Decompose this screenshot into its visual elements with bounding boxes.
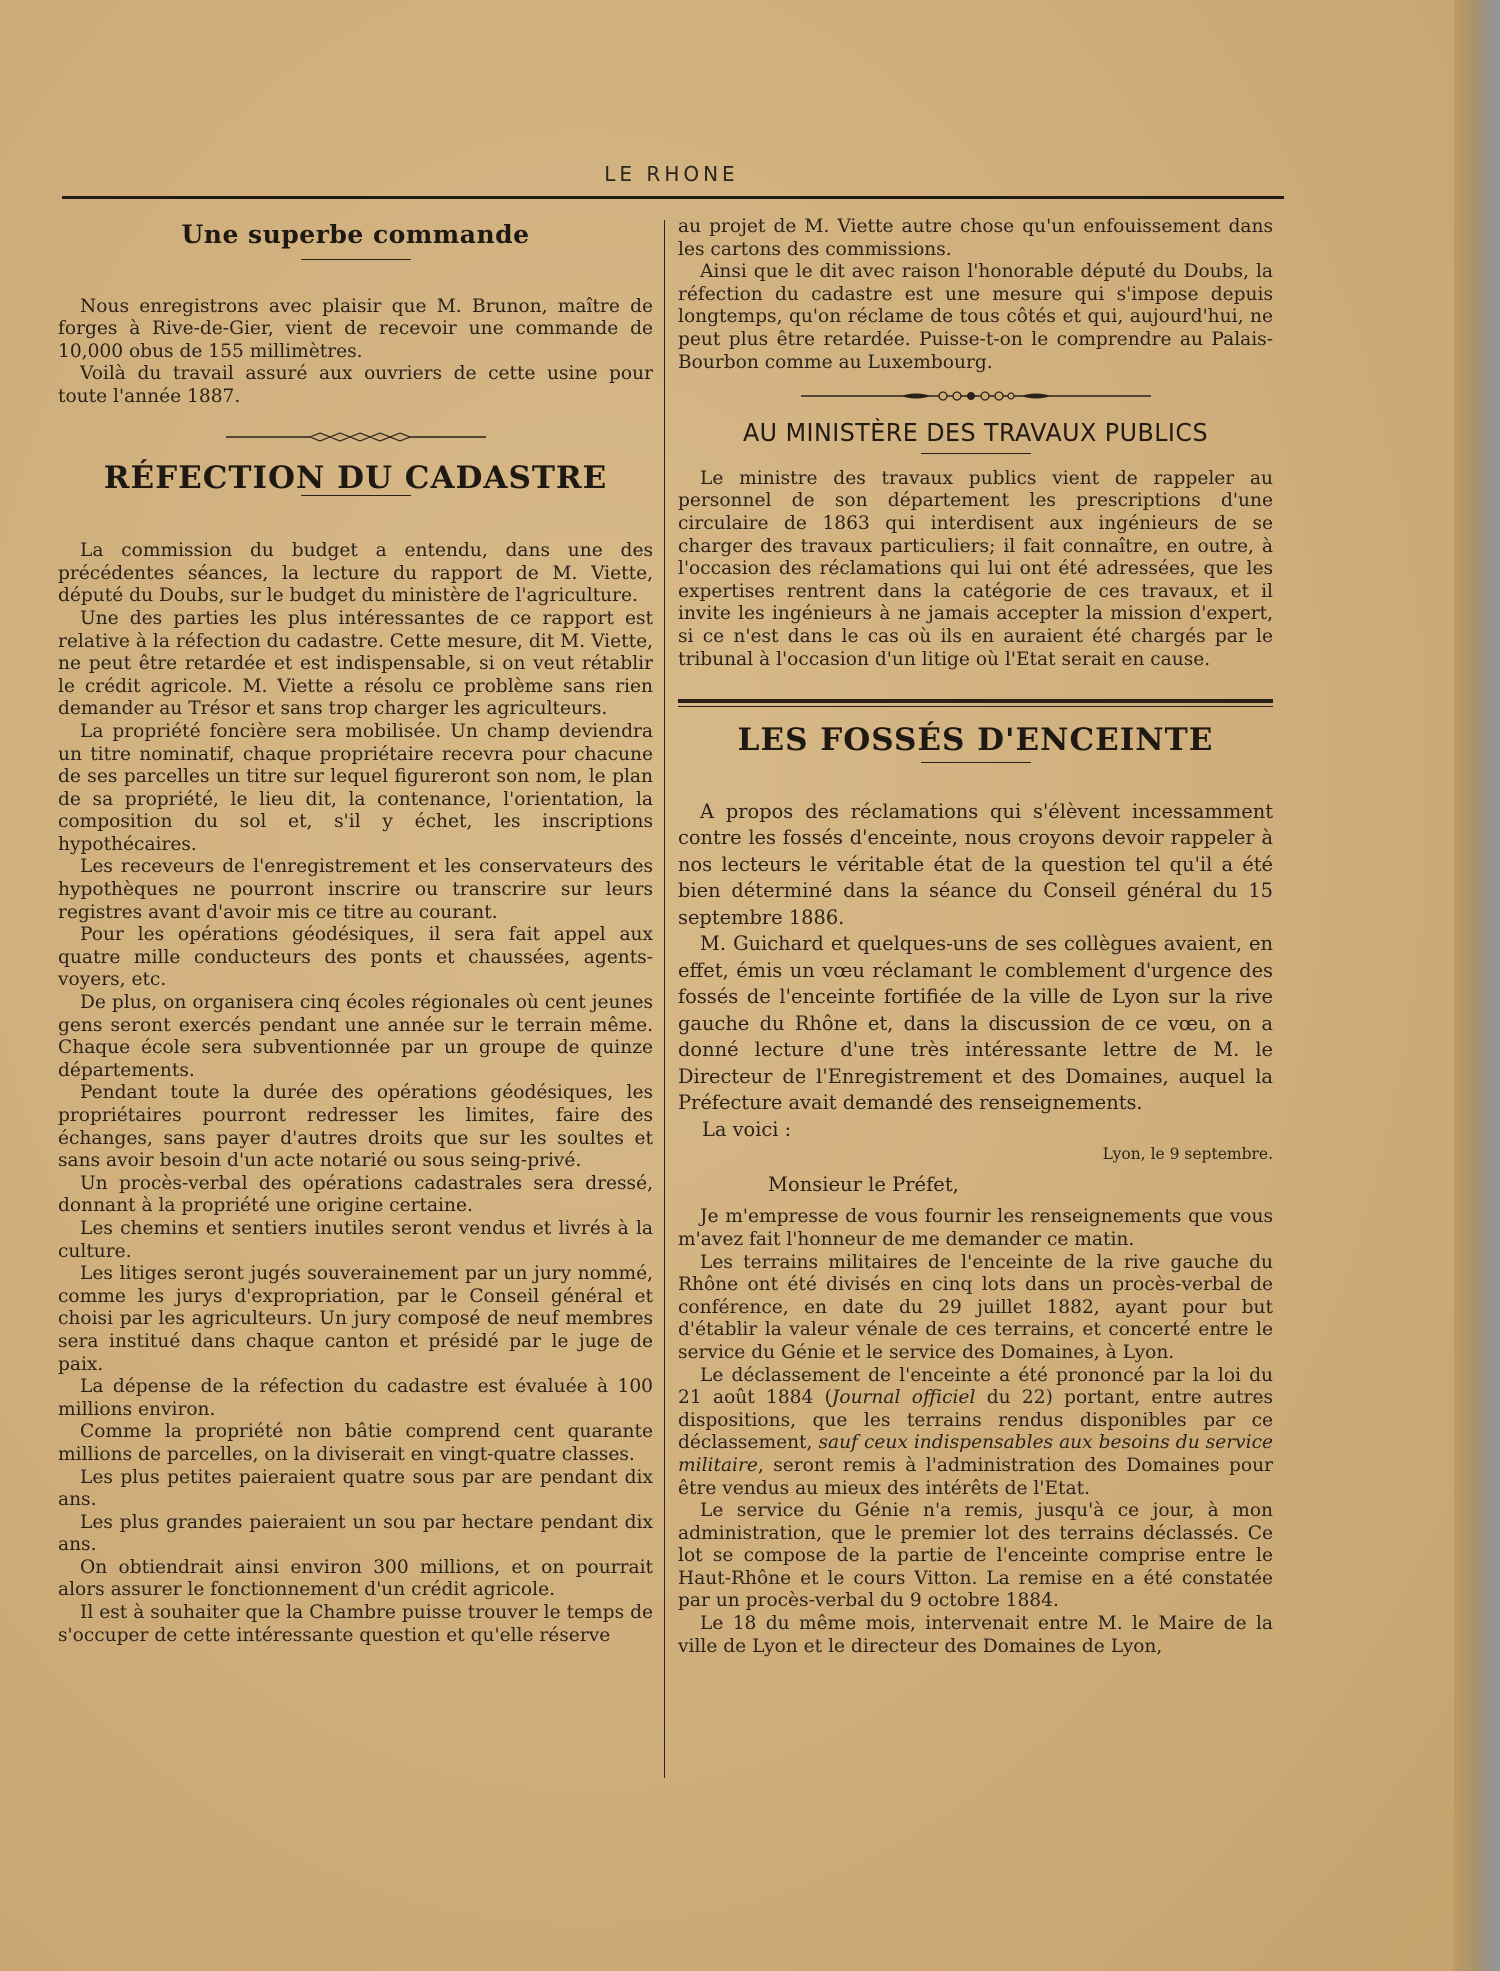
article-title-cadastre: RÉFECTION DU CADASTRE [103, 459, 608, 496]
paragraph: La voici : [702, 1117, 792, 1141]
text-span: Le déclassement de l'enceinte a été prononcé par la loi du 21 août 1884 ( [678, 1364, 1273, 1409]
journal-officiel-italic: Journal officiel [831, 1387, 976, 1409]
paragraph: Le 18 du même mois, intervenait entre M. le Maire de la ville de Lyon et le directeur des Domaines de Lyon, [678, 1613, 1273, 1657]
column-separator [664, 220, 665, 1778]
article-title-fosses: LES FOSSÉS D'ENCEINTE [737, 722, 1214, 759]
paragraph: La propriété foncière sera mobilisée. Un champ deviendra un titre nominatif, chaque propriétaire recevra pour chacune de ses parcelles un titre sur lequel figureront son nom, le plan de sa propriété, le lieu dit, la contenance, l'orientation, la composition du sol et, s'il y échet, les inscriptions hypothécaires. [58, 720, 653, 855]
article-title-travaux-publics: AU MINISTÈRE DES TRAVAUX PUBLICS [742, 418, 1209, 448]
paragraph: Les plus grandes paieraient un sou par hectare pendant dix ans. [58, 1511, 653, 1556]
article-title-commande: Une superbe commande [181, 220, 530, 249]
paragraph [678, 1365, 1273, 1501]
paragraph: Pendant toute la durée des opérations géodésiques, les propriétaires pourront redresser les limites, faire des échanges, sans payer d'autres droits que sur les soultes et sans avoir besoin d'un acte notarié ou sous seing-privé. [58, 1082, 653, 1172]
torn-paper-edge [1454, 0, 1500, 1971]
paragraph: Une des parties les plus intéressantes de ce rapport est relative à la réfection du cadastre. Cette mesure, dit M. Viette, ne peut être retardée et est indispensable, si on veut rétablir le crédit agricole. M. Viette a résolu ce problème sans rien demander au Trésor et sans trop charger les agriculteurs. [58, 607, 653, 720]
paragraph: Voilà du travail assuré aux ouvriers de cette usine pour toute l'année 1887. [58, 363, 653, 407]
italic-clause: sauf ceux indispensables aux besoins du service militaire [678, 1432, 1273, 1476]
paragraph: La commission du budget a entendu, dans une des précédentes séances, la lecture du rapport de M. Viette, député du Doubs, sur le budget du ministère de l'agriculture. [58, 540, 653, 607]
left-column [58, 216, 653, 1647]
paragraph: Les litiges seront jugés souverainement par un jury nommé, comme les jurys d'expropriation, par le Conseil général et choisi par les agriculteurs. Un jury composé de neuf membres sera institué dans chaque canton et présidé par le juge de paix. [58, 1263, 653, 1375]
paragraph: Le ministre des travaux publics vient de rappeler au personnel de son département les prescriptions d'une circulaire de 1863 qui interdisent aux ingénieurs de se charger des travaux particuliers; il fait connaître, en outre, à l'occasion des réclamations qui lui ont été adressées, que les expertises rentrent dans la catégorie de ces travaux, et il invite les ingénieurs à ne jamais accepter la mission d'expert, si ce n'est dans le cas où ils en auraient été chargés par le tribunal à l'occasion d'un litige où l'Etat serait en cause. [678, 467, 1273, 670]
paragraph: Il est à souhaiter que la Chambre puisse trouver le temps de s'occuper de cette intéressante question et qu'elle réserve [58, 1602, 653, 1646]
paragraph: Les receveurs de l'enregistrement et les conservateurs des hypothèques ne pourront inscrire ou transcrire sur leurs registres avant d'avoir mis ce titre au courant. [58, 856, 653, 923]
text-span: , seront remis à l'administration des Domaines pour être vendus au mieux des intérêts de l'Etat. [678, 1454, 1273, 1499]
paragraph: Nous enregistrons avec plaisir que M. Brunon, maître de forges à Rive-de-Gier, vient de recevoir une commande de 10,000 obus de 155 millimètres. [58, 295, 653, 362]
ornamental-rule [226, 431, 486, 443]
paragraph: Les chemins et sentiers inutiles seront vendus et livrés à la culture. [58, 1217, 653, 1262]
paragraph: Le service du Génie n'a remis, jusqu'à ce jour, à mon administration, que le premier lot des terrains déclassés. Ce lot se compose de la partie de l'enceinte comprise entre le Haut-Rhône et le cours Vitton. La remise en a été constatée par un procès-verbal du 9 octobre 1884. [678, 1500, 1273, 1612]
paragraph: A propos des réclamations qui s'élèvent incessamment contre les fossés d'enceinte, nous croyons devoir rappeler à nos lecteurs le véritable état de la question tel qu'il a été bien déterminé dans la séance du Conseil général du 15 septembre 1886. [678, 799, 1273, 929]
header-rule [62, 196, 1284, 199]
paragraph: La dépense de la réfection du cadastre est évaluée à 100 millions environ. [58, 1376, 653, 1420]
paragraph: M. Guichard et quelques-uns de ses collègues avaient, en effet, émis un vœu réclamant le comblement d'urgence des fossés de l'enceinte fortifiée de la ville de Lyon sur la rive gauche du Rhône et, dans la discussion de ce vœu, on a donné lecture d'une très intéressante lettre de M. le Directeur de l'Enregistrement et des Domaines, auquel la Préfecture avait demandé des renseignements. [678, 932, 1273, 1115]
paragraph: De plus, on organisera cinq écoles régionales où cent jeunes gens seront exercés pendant une année sur le terrain même. Chaque école sera subventionnée par un groupe de quinze départements. [58, 992, 653, 1081]
ornamental-rule [801, 390, 1151, 402]
letter-salutation: Monsieur le Préfet, [768, 1172, 959, 1196]
paragraph: Les terrains militaires de l'enceinte de la rive gauche du Rhône ont été divisés en cinq lots dans un procès-verbal de conférence, en date du 29 juillet 1882, ayant pour but d'établir la valeur vénale de ces terrains, et concerté entre le service du Génie et le service des Domaines, à Lyon. [678, 1251, 1273, 1363]
paragraph: Pour les opérations géodésiques, il sera fait appel aux quatre mille conducteurs des ponts et chaussées, agents-voyers, etc. [58, 924, 653, 991]
right-column [678, 216, 1273, 1658]
paragraph: au projet de M. Viette autre chose qu'un enfouissement dans les cartons des commissions. [678, 216, 1273, 260]
paragraph: Je m'empresse de vous fournir les renseignements que vous m'avez fait l'honneur de me demander ce matin. [678, 1206, 1273, 1250]
running-title: LE RHONE [604, 162, 739, 186]
paragraph: Les plus petites paieraient quatre sous par are pendant dix ans. [58, 1466, 653, 1511]
paragraph: On obtiendrait ainsi environ 300 millions, et on pourrait alors assurer le fonctionnement d'un crédit agricole. [58, 1556, 653, 1601]
section-double-rule [678, 699, 1273, 707]
letter-dateline: Lyon, le 9 septembre. [1102, 1145, 1273, 1164]
paragraph: Un procès-verbal des opérations cadastrales sera dressé, donnant à la propriété une origine certaine. [58, 1172, 653, 1217]
paragraph: Ainsi que le dit avec raison l'honorable député du Doubs, la réfection du cadastre est une mesure qui s'impose depuis longtemps, qu'on réclame de tous côtés et qui, aujourd'hui, ne peut plus être retardée. Puisse-t-on le comprendre au Palais-Bourbon comme au Luxembourg. [678, 261, 1273, 373]
text-span: du 22) portant, entre autres dispositions, que les terrains rendus disponibles par ce déclassement, [678, 1387, 1273, 1454]
newspaper-page [58, 0, 1285, 1971]
paragraph: Comme la propriété non bâtie comprend cent quarante millions de parcelles, on la diviserait en vingt-quatre classes. [58, 1421, 653, 1465]
